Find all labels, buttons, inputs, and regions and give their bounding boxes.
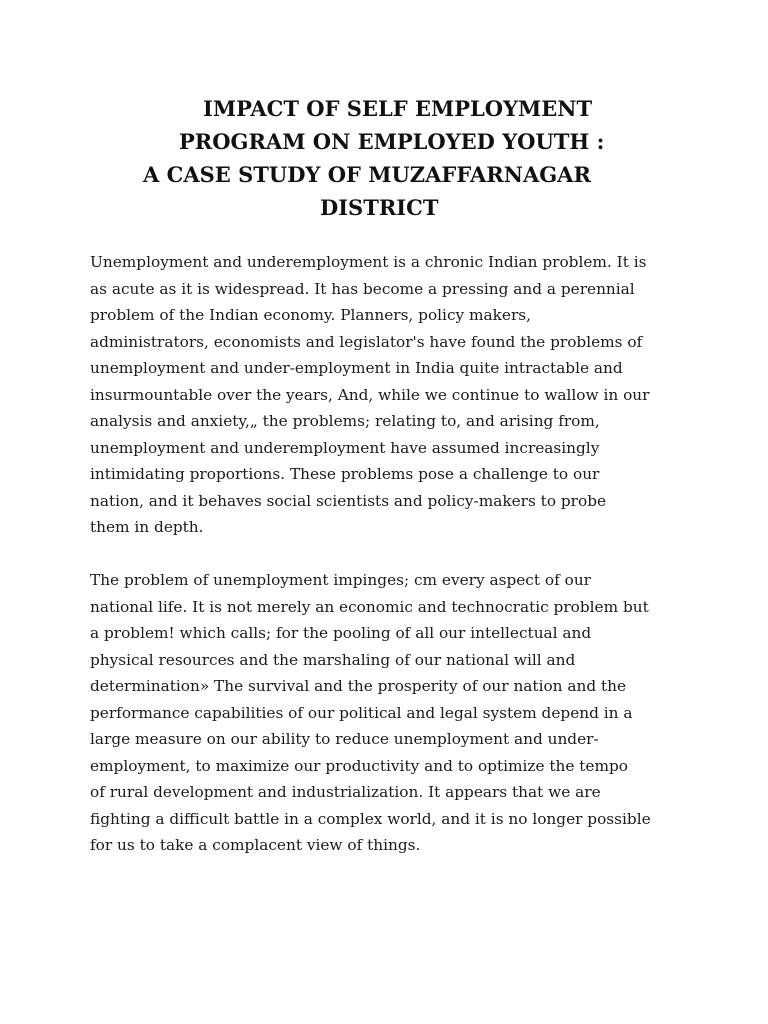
- title-line: IMPACT OF SELF EMPLOYMENT: [203, 96, 593, 121]
- title-line: DISTRICT: [320, 195, 439, 220]
- document-body: [90, 249, 690, 885]
- text-line: The problem of unemployment impinges; cm every aspect of our: [90, 571, 591, 589]
- text-line: intimidating proportions. These problems pose a challenge to our: [90, 465, 600, 483]
- text-line: for us to take a complacent view of things.: [90, 836, 421, 854]
- text-line: of rural development and industrialization. It appears that we are: [90, 783, 601, 801]
- document-title: [60, 92, 708, 224]
- text-line: insurmountable over the years, And, while we continue to wallow in our: [90, 385, 650, 404]
- text-line: fighting a difficult battle in a complex world, and it is no longer possible: [90, 809, 651, 828]
- text-line: unemployment and underemployment have assumed increasingly: [90, 438, 600, 457]
- text-line: analysis and anxiety,„ the problems; relating to, and arising from,: [90, 412, 600, 430]
- text-line: performance capabilities of our political and legal system depend in a: [90, 703, 633, 722]
- text-line: physical resources and the marshaling of our national will and: [90, 650, 576, 669]
- text-line: employment, to maximize our productivity and to optimize the tempo: [90, 756, 628, 775]
- text-line: nation, and it behaves social scientists and policy-makers to probe: [90, 491, 607, 510]
- title-line: PROGRAM ON EMPLOYED YOUTH :: [179, 129, 605, 154]
- text-line: as acute as it is widespread. It has become a pressing and a perennial: [90, 279, 635, 298]
- text-line: administrators, economists and legislator's have found the problems of: [90, 332, 643, 351]
- text-line: problem of the Indian economy. Planners, policy makers,: [90, 306, 531, 324]
- paragraph: [90, 567, 690, 859]
- text-line: unemployment and under-employment in India quite intractable and: [90, 359, 623, 377]
- paragraph: [90, 249, 690, 541]
- text-line: determination» The survival and the prosperity of our nation and the: [90, 677, 627, 695]
- text-line: a problem! which calls; for the pooling of all our intellectual and: [90, 624, 592, 642]
- text-line: national life. It is not merely an economic and technocratic problem but: [90, 597, 649, 616]
- text-line: large measure on our ability to reduce unemployment and under-: [90, 730, 599, 748]
- title-line: A CASE STUDY OF MUZAFFARNAGAR: [143, 162, 591, 187]
- text-line: Unemployment and underemployment is a chronic Indian problem. It is: [90, 253, 647, 271]
- text-line: them in depth.: [90, 518, 204, 536]
